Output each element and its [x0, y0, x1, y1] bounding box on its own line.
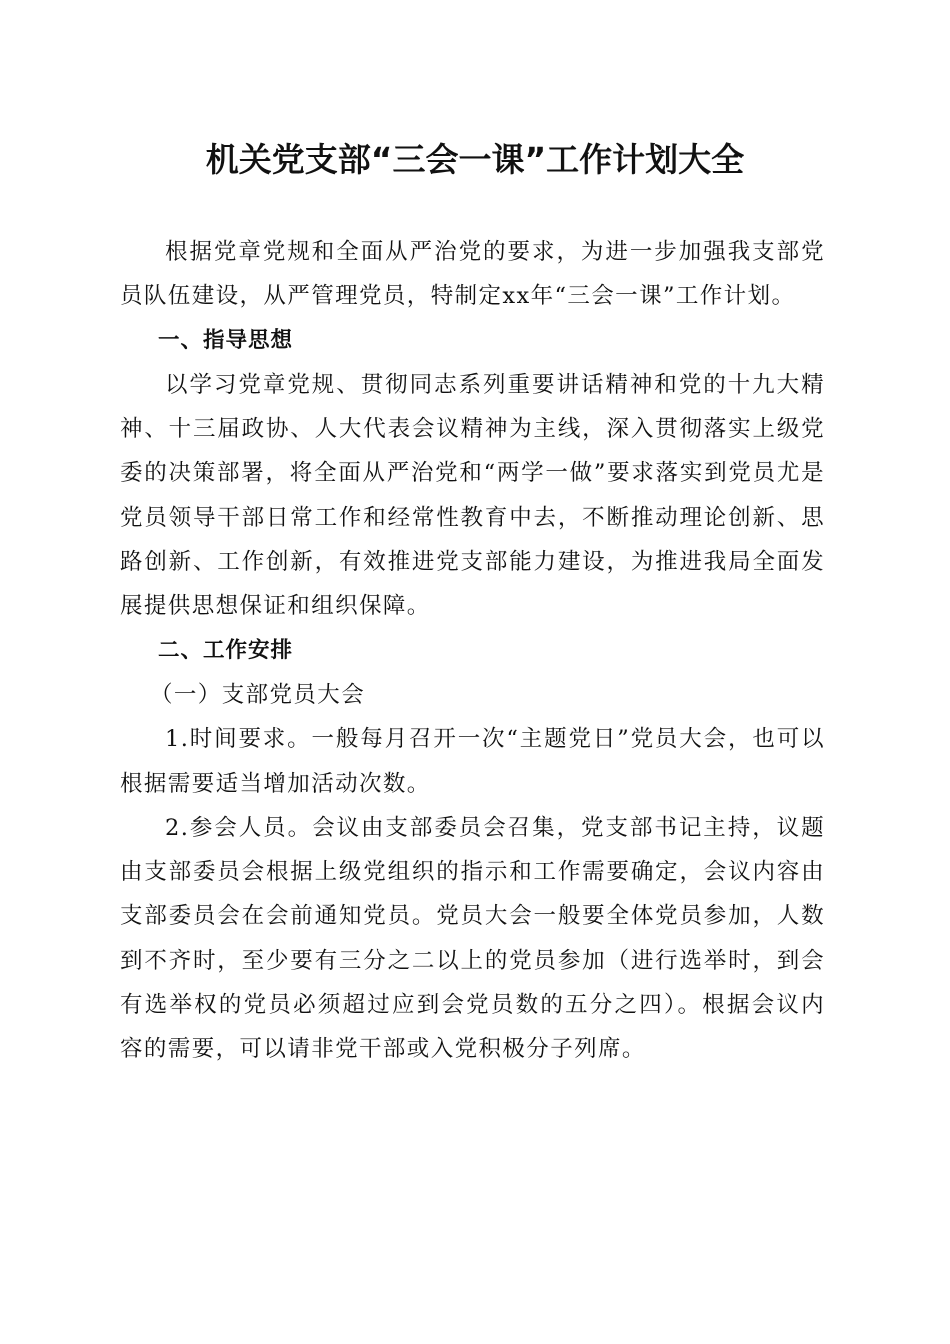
- item-time-requirement: 1.时间要求。一般每月召开一次“主题党日”党员大会，也可以根据需要适当增加活动次数。: [120, 726, 825, 797]
- item-attendees: 2.参会人员。会议由支部委员会召集，党支部书记主持，议题由支部委员会根据上级党组织的指示和工作需要确定，会议内容由支部委员会在会前通知党员。党员大会一般要全体党员参加，人数到不齐时，至少要有三分之二以上的党员参加（进行选举时，到会有选举权的党员必须超过应到会党员数的五分之四）。根据会议内容的需要，可以请非党干部或入党积极分子列席。: [120, 814, 825, 1063]
- document-title: 机关党支部“三会一课”工作计划大全: [205, 140, 745, 179]
- section-heading-work-arrangement: 二、工作安排: [158, 637, 294, 663]
- subsection-heading-party-congress: （一）支部党员大会: [150, 681, 366, 708]
- intro-paragraph: 根据党章党规和全面从严治党的要求，为进一步加强我支部党员队伍建设，从严管理党员，特制定xx年“三会一课”工作计划。: [120, 239, 825, 310]
- section-heading-guiding-thought: 一、指导思想: [158, 327, 294, 353]
- guiding-thought-paragraph: 以学习党章党规、贯彻同志系列重要讲话精神和党的十九大精神、十三届政协、人大代表会议精神为主线，深入贯彻落实上级党委的决策部署，将全面从严治党和“两学一做”要求落实到党员尤是党员领导干部日常工作和经常性教育中去，不断推动理论创新、思路创新、工作创新，有效推进党支部能力建设，为推进我局全面发展提供思想保证和组织保障。: [120, 371, 825, 620]
- document-body: [120, 230, 825, 1072]
